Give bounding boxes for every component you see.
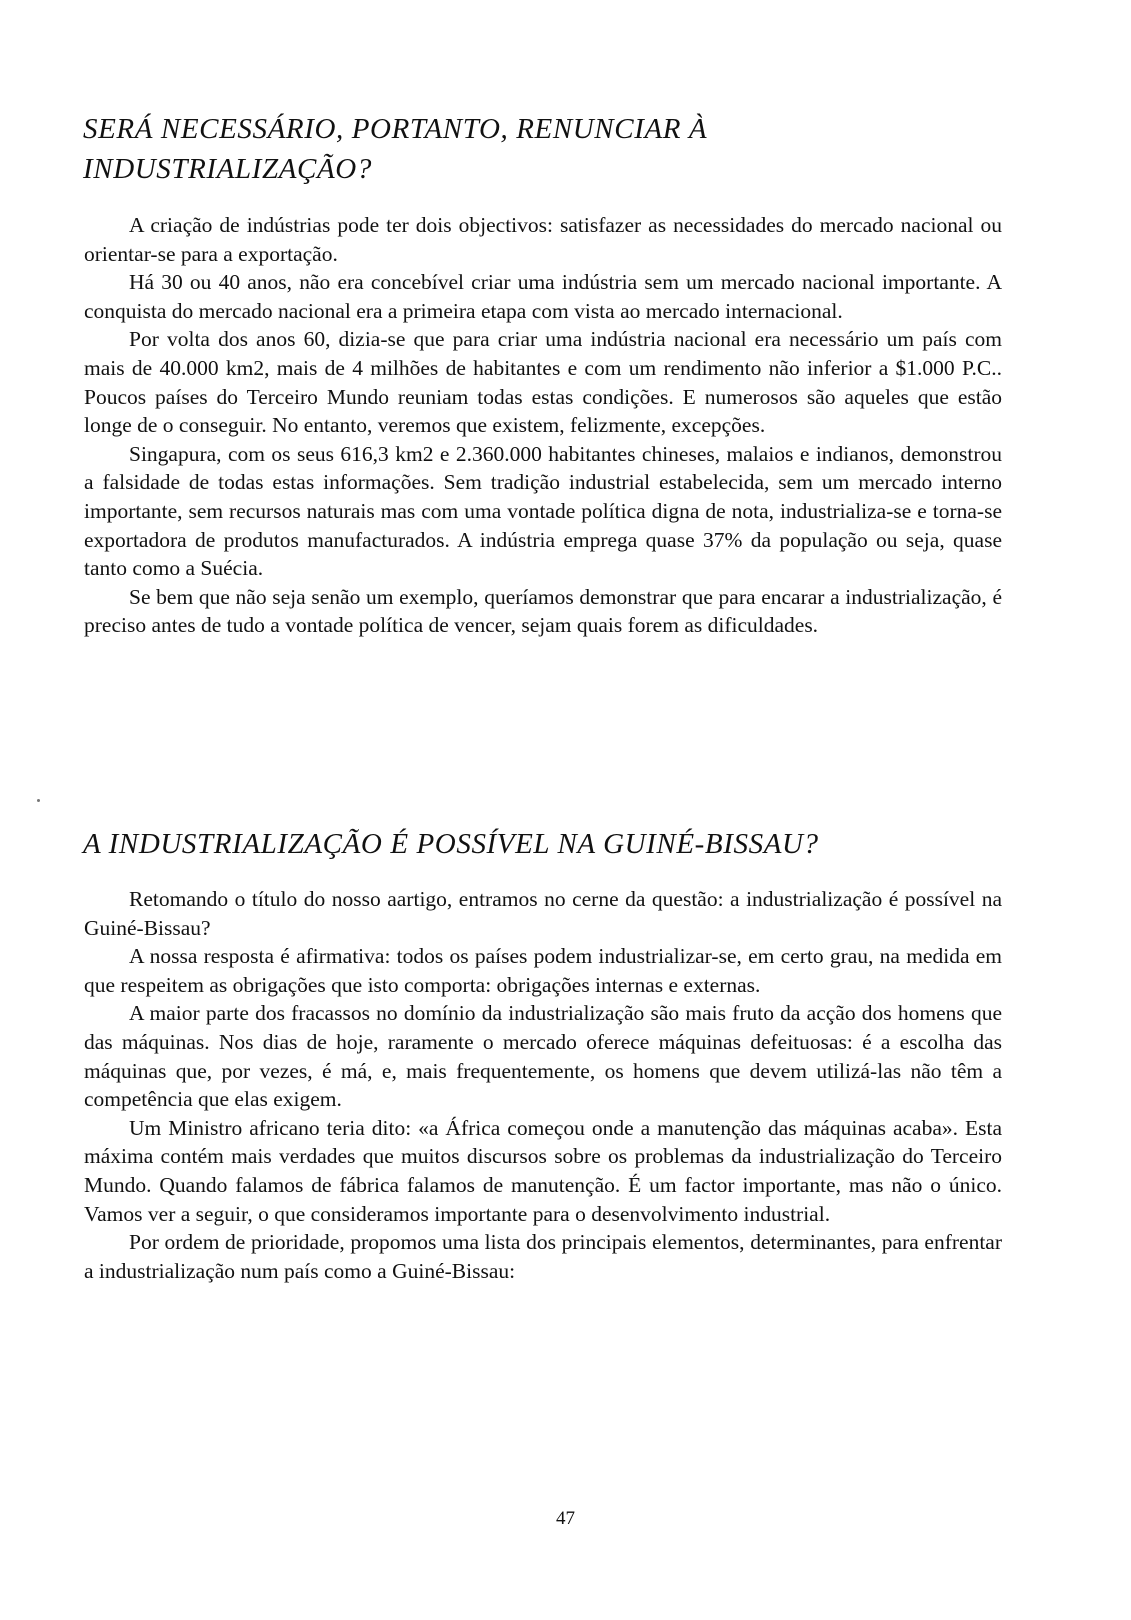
paragraph-cerne-questao: Retomando o título do nosso aartigo, entramos no cerne da questão: a industrialização é possível na Guiné-Bissau? — [84, 887, 1002, 940]
section-heading-renunciar: SERÁ NECESSÁRIO, PORTANTO, RENUNCIAR À INDUSTRIALIZAÇÃO? — [83, 113, 708, 185]
scan-speck — [37, 799, 40, 802]
page-number: 47 — [556, 1508, 575, 1529]
section-body-renunciar — [84, 211, 1002, 640]
paragraph-ordem-prioridade: Por ordem de prioridade, propomos uma lista dos principais elementos, determinantes, para enfrentar a industrialização num país como a Guiné-Bissau: — [84, 1230, 1002, 1283]
section-heading-guine-bissau: A INDUSTRIALIZAÇÃO É POSSÍVEL NA GUINÉ-BISSAU? — [83, 828, 819, 860]
paragraph-mercado-nacional: Há 30 ou 40 anos, não era concebível criar uma indústria sem um mercado nacional importante. A conquista do mercado nacional era a primeira etapa com vista ao mercado internacional. — [84, 270, 1002, 323]
paragraph-singapura: Singapura, com os seus 616,3 km2 e 2.360.000 habitantes chineses, malaios e indianos, demonstrou a falsidade de todas estas informações. Sem tradição industrial estabelecida, sem um mercado interno importante, sem recursos naturais mas com uma vontade política digna de nota, industrializa-se e torna-se exportadora de produtos manufacturados. A indústria emprega quase 37% da população ou seja, quase tanto como a Suécia. — [84, 441, 1002, 581]
paragraph-anos-60: Por volta dos anos 60, dizia-se que para criar uma indústria nacional era necessário um país com mais de 40.000 km2, mais de 4 milhões de habitantes e com um rendimento não inferior a $1.000 P.C.. Poucos países do Terceiro Mundo reuniam todas estas condições. E numerosos são aqueles que estão longe de o conseguir. No entanto, veremos que existem, felizmente, excepções. — [84, 327, 1002, 438]
paragraph-ministro-africano: Um Ministro africano teria dito: «a África começou onde a manutenção das máquinas acaba». Esta máxima contém mais verdades que muitos discursos sobre os problemas da industrialização do Terceiro Mundo. Quando falamos de fábrica falamos de manutenção. É um factor importante, mas não o único. Vamos ver a seguir, o que consideramos importante para o desenvolvimento industrial. — [84, 1115, 1002, 1226]
paragraph-resposta-afirmativa: A nossa resposta é afirmativa: todos os países podem industrializar-se, em certo grau, na medida em que respeitem as obrigações que isto comporta: obrigações internas e externas. — [84, 944, 1002, 997]
paragraph-vontade-politica: Se bem que não seja senão um exemplo, queríamos demonstrar que para encarar a industrialização, é preciso antes de tudo a vontade política de vencer, sejam quais forem as dificuldades. — [84, 584, 1002, 638]
paragraph-fracassos: A maior parte dos fracassos no domínio da industrialização são mais fruto da acção dos homens que das máquinas. Nos dias de hoje, raramente o mercado oferece máquinas defeituosas: é a escolha das máquinas que, por vezes, é má, e, mais frequentemente, os homens que devem utilizá-las não têm a competência que elas exigem. — [84, 1001, 1002, 1112]
paragraph-objectivos: A criação de indústrias pode ter dois objectivos: satisfazer as necessidades do mercado nacional ou orientar-se para a exportação. — [84, 213, 1002, 266]
section-body-guine-bissau — [84, 885, 1002, 1285]
